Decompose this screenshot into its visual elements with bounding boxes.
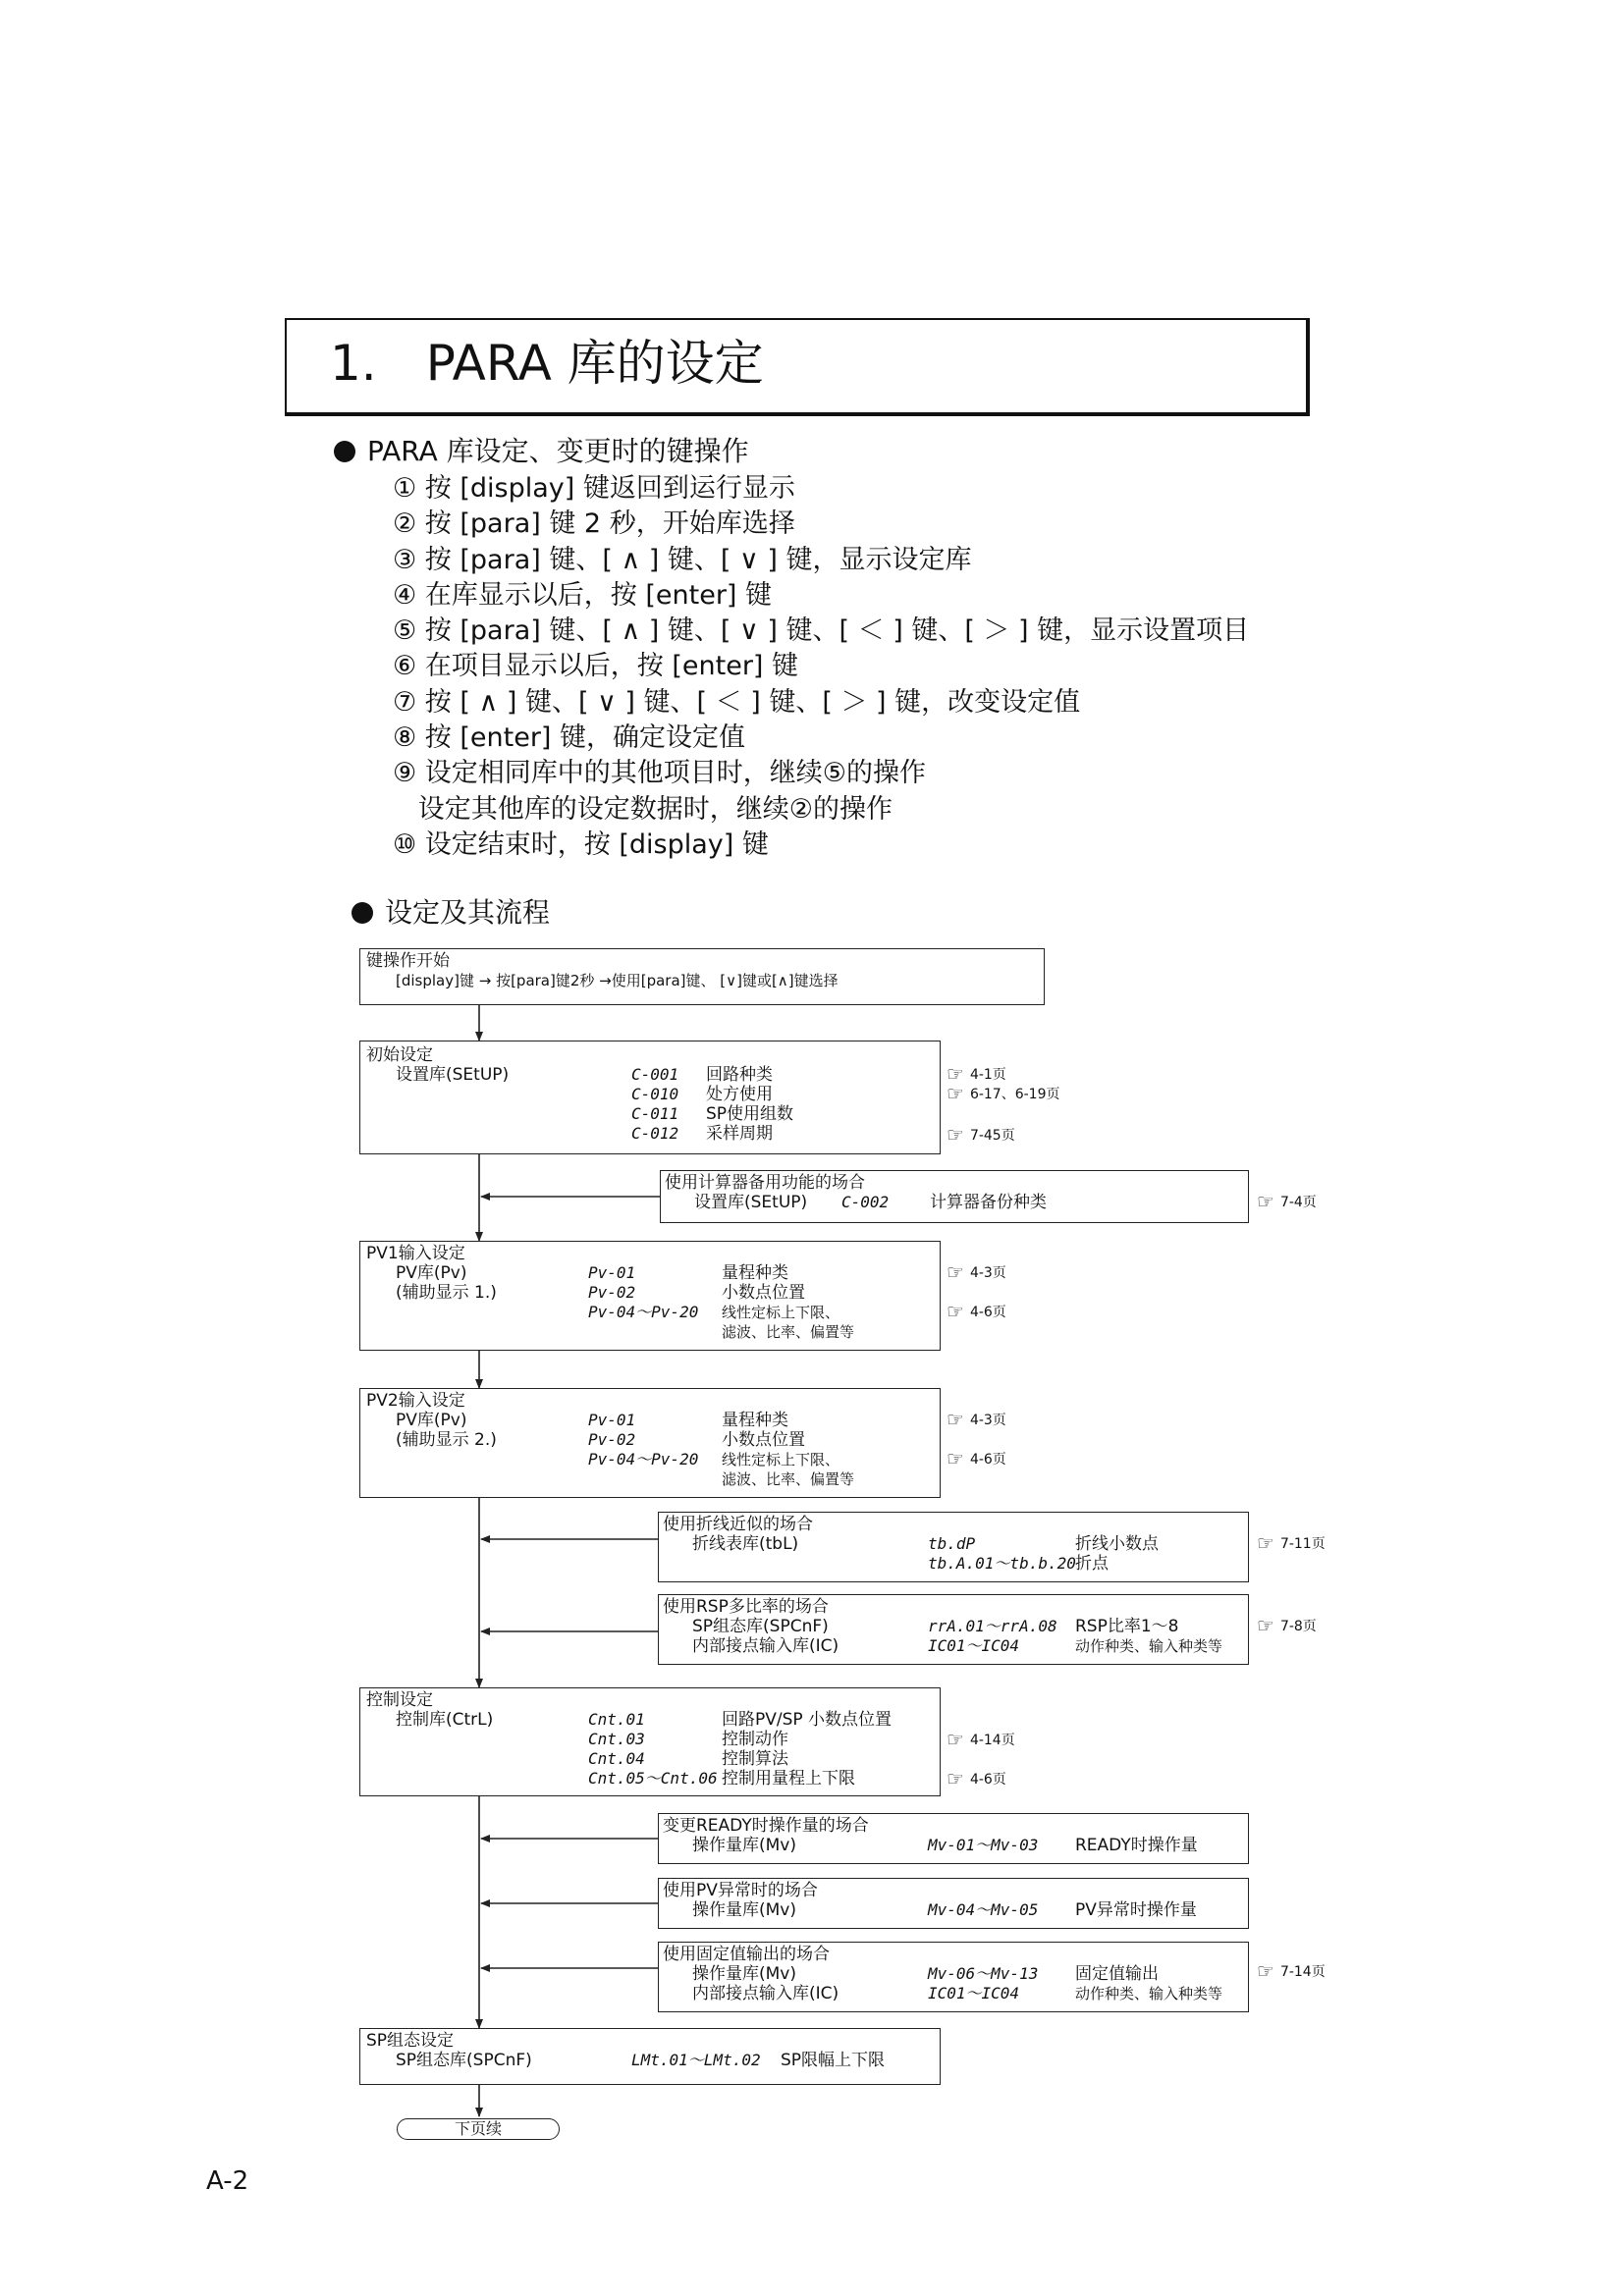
ctrl-bank: 控制库(CtrL) (396, 1710, 494, 1730)
step-item: ⑥ 在项目显示以后，按 [enter] 键 (393, 651, 799, 682)
ctrl-title: 控制设定 (366, 1690, 433, 1710)
flow-pv2-box (359, 1388, 941, 1498)
rsp-code: IC01～IC04 (928, 1636, 1020, 1655)
fixed-bank: 操作量库(Mv) (692, 1964, 796, 1984)
init-code: C-010 (631, 1085, 679, 1103)
step-item: ③ 按 [para] 键、[ ∧ ] 键、[ ∨ ] 键，显示设定库 (393, 544, 972, 575)
spconf-item: SP限幅上下限 (781, 2051, 886, 2070)
page-ref[interactable]: ☞ 4-1页 (947, 1062, 1006, 1086)
fixed-item: 固定值输出 (1075, 1964, 1159, 1984)
flow-spconf-box (359, 2028, 941, 2085)
pv1-code: Pv-01 (588, 1263, 636, 1282)
pv2-code: Pv-04～Pv-20 (588, 1450, 699, 1468)
pointing-hand-icon: ☞ (947, 1728, 964, 1751)
pv2-code: Pv-02 (588, 1430, 636, 1449)
rsp-title: 使用RSP多比率的场合 (663, 1597, 829, 1617)
step-item: ① 按 [display] 键返回到运行显示 (393, 473, 795, 504)
calc-title: 使用计算器备用功能的场合 (665, 1173, 865, 1193)
flow-start-box (359, 948, 1045, 1005)
pverr-bank: 操作量库(Mv) (692, 1900, 796, 1920)
flow-ready-box (658, 1813, 1249, 1864)
flow-start-detail: [display]键 → 按[para]键2秒 →使用[para]键、 [∨]键或[∧]键选择 (396, 972, 839, 989)
init-code: C-011 (631, 1104, 679, 1123)
step-item: ② 按 [para] 键 2 秒，开始库选择 (393, 508, 795, 540)
page-ref[interactable]: ☞ 4-6页 (947, 1767, 1006, 1790)
flow-ctrl-box (359, 1687, 941, 1796)
flow-fixed-box (658, 1942, 1249, 2012)
linear-bank: 折线表库(tbL) (692, 1534, 799, 1554)
page-ref[interactable]: ☞ 7-14页 (1257, 1959, 1326, 1983)
pv1-bank: PV库(Pv) (396, 1263, 467, 1283)
pointing-hand-icon: ☞ (947, 1300, 964, 1323)
spconf-code: LMt.01～LMt.02 (631, 2051, 761, 2069)
pv1-item: 量程种类 (722, 1263, 788, 1283)
pointing-hand-icon: ☞ (947, 1062, 964, 1086)
flow-pv1-box (359, 1241, 941, 1351)
flow-init-box (359, 1041, 941, 1154)
spconf-title: SP组态设定 (366, 2031, 455, 2051)
linear-item: 折点 (1075, 1554, 1109, 1574)
init-bank: 设置库(SEtUP) (396, 1065, 510, 1085)
linear-title: 使用折线近似的场合 (663, 1515, 813, 1534)
ctrl-code: Cnt.05～Cnt.06 (588, 1769, 718, 1788)
rsp-bank: 内部接点输入库(IC) (692, 1636, 839, 1656)
continued-next-page: 下页续 (397, 2118, 560, 2140)
linear-code: tb.dP (928, 1534, 976, 1553)
pv2-code: Pv-01 (588, 1411, 636, 1429)
init-code: C-012 (631, 1124, 679, 1143)
init-item: 处方使用 (706, 1085, 773, 1104)
spconf-bank: SP组态库(SPCnF) (396, 2051, 532, 2070)
step-item: ⑤ 按 [para] 键、[ ∧ ] 键、[ ∨ ] 键、[ ＜ ] 键、[ ＞ ] 键，显示设置项目 (393, 615, 1250, 647)
fixed-bank: 内部接点输入库(IC) (692, 1984, 839, 2003)
fixed-item: 动作种类、输入种类等 (1075, 1985, 1223, 2002)
fixed-title: 使用固定值输出的场合 (663, 1945, 830, 1964)
page-ref[interactable]: ☞ 7-8页 (1257, 1614, 1317, 1637)
linear-code: tb.A.01～tb.b.20 (928, 1554, 1076, 1573)
pv2-aux: (辅助显示 2.) (396, 1430, 497, 1450)
page-ref[interactable]: ☞ 4-6页 (947, 1300, 1006, 1323)
page-title: 1. PARA 库的设定 (330, 335, 764, 392)
page-ref[interactable]: ☞ 4-14页 (947, 1728, 1015, 1751)
page-ref[interactable]: ☞ 7-11页 (1257, 1531, 1326, 1555)
rsp-code: rrA.01～rrA.08 (928, 1617, 1057, 1635)
pverr-code: Mv-04～Mv-05 (928, 1900, 1039, 1919)
rsp-item: RSP比率1～8 (1075, 1617, 1179, 1636)
pointing-hand-icon: ☞ (947, 1123, 964, 1147)
ctrl-code: Cnt.01 (588, 1710, 645, 1729)
pv2-item: 量程种类 (722, 1411, 788, 1430)
init-title: 初始设定 (366, 1045, 433, 1065)
page-ref[interactable]: ☞ 7-45页 (947, 1123, 1015, 1147)
step-item: ⑩ 设定结束时，按 [display] 键 (393, 828, 769, 860)
fixed-code: Mv-06～Mv-13 (928, 1964, 1039, 1983)
calc-item: 计算器备份种类 (930, 1193, 1047, 1212)
rsp-bank: SP组态库(SPCnF) (692, 1617, 829, 1636)
flow-linear-box (658, 1512, 1249, 1582)
step-item: ⑦ 按 [ ∧ ] 键、[ ∨ ] 键、[ ＜ ] 键、[ ＞ ] 键，改变设定值 (393, 686, 1081, 718)
page-number: A-2 (206, 2166, 249, 2196)
flow-start-title: 键操作开始 (366, 951, 450, 971)
pverr-title: 使用PV异常时的场合 (663, 1881, 818, 1900)
step-item: ④ 在库显示以后，按 [enter] 键 (393, 579, 773, 611)
init-code: C-001 (631, 1065, 679, 1084)
pointing-hand-icon: ☞ (1257, 1531, 1274, 1555)
step-item: ⑨ 设定相同库中的其他项目时，继续⑤的操作 (393, 758, 926, 789)
ctrl-code: Cnt.04 (588, 1749, 645, 1768)
page-ref[interactable]: ☞ 4-3页 (947, 1408, 1006, 1431)
page-ref[interactable]: ☞ 4-3页 (947, 1260, 1006, 1284)
pv2-item: 小数点位置 (722, 1430, 805, 1450)
pointing-hand-icon: ☞ (947, 1767, 964, 1790)
ready-item: READY时操作量 (1075, 1836, 1198, 1855)
calc-code: C-002 (841, 1193, 890, 1211)
ready-code: Mv-01～Mv-03 (928, 1836, 1039, 1854)
pv2-item: 滤波、比率、偏置等 (722, 1470, 855, 1488)
rsp-item: 动作种类、输入种类等 (1075, 1637, 1223, 1655)
section-heading-flow: 设定及其流程 (352, 896, 550, 930)
flow-rsp-box (658, 1594, 1249, 1665)
ready-bank: 操作量库(Mv) (692, 1836, 796, 1855)
init-item: 采样周期 (706, 1124, 773, 1144)
step-item: 设定其他库的设定数据时，继续②的操作 (393, 793, 893, 825)
fixed-code: IC01～IC04 (928, 1984, 1020, 2002)
linear-item: 折线小数点 (1075, 1534, 1159, 1554)
pointing-hand-icon: ☞ (1257, 1614, 1274, 1637)
ctrl-code: Cnt.03 (588, 1730, 645, 1748)
ctrl-item: 控制算法 (722, 1749, 788, 1769)
flow-calc-box (660, 1170, 1249, 1223)
pointing-hand-icon: ☞ (947, 1447, 964, 1470)
init-item: SP使用组数 (706, 1104, 794, 1124)
init-item: 回路种类 (706, 1065, 773, 1085)
pv1-item: 滤波、比率、偏置等 (722, 1323, 855, 1341)
pointing-hand-icon: ☞ (1257, 1190, 1274, 1213)
pointing-hand-icon: ☞ (947, 1082, 964, 1105)
pv1-title: PV1输入设定 (366, 1244, 465, 1263)
ready-title: 变更READY时操作量的场合 (663, 1816, 869, 1836)
pointing-hand-icon: ☞ (1257, 1959, 1274, 1983)
pv2-item: 线性定标上下限、 (722, 1451, 840, 1468)
pv1-item: 线性定标上下限、 (722, 1304, 840, 1321)
ctrl-item: 控制动作 (722, 1730, 788, 1749)
page-ref[interactable]: ☞ 7-4页 (1257, 1190, 1317, 1213)
ctrl-item: 控制用量程上下限 (722, 1769, 855, 1789)
pv1-code: Pv-02 (588, 1283, 636, 1302)
pointing-hand-icon: ☞ (947, 1260, 964, 1284)
pv2-title: PV2输入设定 (366, 1391, 465, 1411)
section-heading-key-operation: PARA 库设定、变更时的键操作 (334, 435, 749, 468)
pointing-hand-icon: ☞ (947, 1408, 964, 1431)
step-item: ⑧ 按 [enter] 键，确定设定值 (393, 722, 746, 754)
flow-pverr-box (658, 1878, 1249, 1929)
calc-bank: 设置库(SEtUP) (694, 1193, 808, 1212)
pv1-aux: (辅助显示 1.) (396, 1283, 497, 1303)
ctrl-item: 回路PV/SP 小数点位置 (722, 1710, 893, 1730)
page-ref[interactable]: ☞ 6-17、6-19页 (947, 1082, 1060, 1105)
page-ref[interactable]: ☞ 4-6页 (947, 1447, 1006, 1470)
pv1-item: 小数点位置 (722, 1283, 805, 1303)
pv1-code: Pv-04～Pv-20 (588, 1303, 699, 1321)
pverr-item: PV异常时操作量 (1075, 1900, 1197, 1920)
pv2-bank: PV库(Pv) (396, 1411, 467, 1430)
